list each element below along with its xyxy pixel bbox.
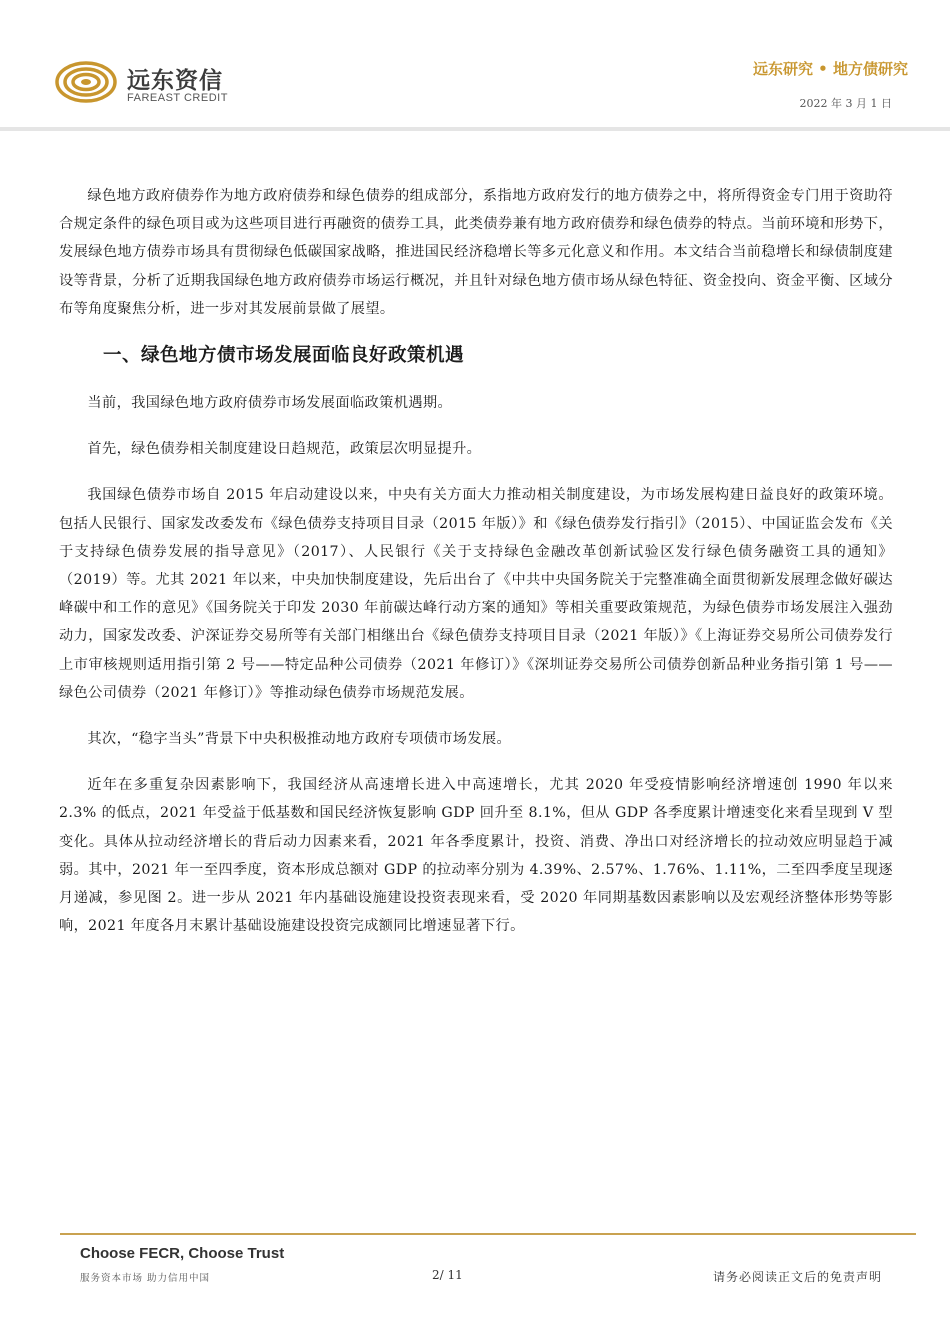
disclaimer-note: 请务必阅读正文后的免责声明 (712, 1270, 882, 1284)
page-number: 2/ 11 (432, 1268, 463, 1282)
report-date: 2022 年 3 月 1 日 (799, 97, 892, 110)
document-body (59, 182, 893, 958)
header-divider (0, 127, 950, 131)
intro-paragraph: 绿色地方政府债券作为地方政府债券和绿色债券的组成部分，系指地方政府发行的地方债券之中，将所得资金专门用于资助符合规定条件的绿色项目或为这些项目进行再融资的债券工具，此类债券兼有地方政府债券和绿色债券的特点。当前环境和形势下，发展绿色地方债券市场具有贯彻绿色低碳国家战略，推进国民经济稳增长等多元化意义和作用。本文结合当前稳增长和绿债制度建设等背景，分析了近期我国绿色地方政府债券市场运行概况，并且针对绿色地方债市场从绿色特征、资金投向、资金平衡、区域分布等角度聚焦分析，进一步对其发展前景做了展望。 (59, 188, 893, 317)
logo-name-en: FAREAST CREDIT (127, 92, 228, 104)
body-paragraph: 其次，“稳字当头”背景下中央积极推动地方政府专项债市场发展。 (87, 731, 512, 748)
footer-slogan-cn: 服务资本市场 助力信用中国 (80, 1273, 211, 1284)
body-paragraph: 首先，绿色债券相关制度建设日趋规范，政策层次明显提升。 (87, 441, 482, 458)
body-paragraph: 当前，我国绿色地方政府债券市场发展面临政策机遇期。 (87, 395, 453, 412)
report-series: 远东研究 • 地方债研究 (752, 60, 908, 78)
body-paragraph: 近年在多重复杂因素影响下，我国经济从高速增长进入中高速增长，尤其 2020 年受疫情影响经济增速创 1990 年以来 2.3% 的低点，2021 年受益于低基数和国民经济恢复影响 GDP 回升至 8.1%，但从 GDP 各季度累计增速变化来看呈现到 V 型变化。具体从拉动经济增长的背后动力因素来看，2021 年各季度累计，投资、消费、净出口对经济增长的拉动效应明显趋于减弱。其中，2021 年一至四季度，资本形成总额对 GDP 的拉动率分别为 4.39%、2.57%、1.76%、1.11%，二至四季度呈现逐月递减，参见图 2。进一步从 2021 年内基础设施建设投资表现来看，受 2020 年同期基数因素影响以及宏观经济整体形势等影响，2021 年度各月末累计基础设施建设投资完成额同比增速显著下行。 (59, 777, 893, 935)
logo-name-cn: 远东资信 (127, 68, 223, 94)
fareast-credit-logo-icon (55, 60, 117, 104)
section-heading: 一、绿色地方债市场发展面临良好政策机遇 (103, 345, 465, 367)
page-header (0, 0, 950, 136)
footer-divider (60, 1233, 916, 1235)
footer-slogan-en: Choose FECR, Choose Trust (80, 1245, 285, 1262)
body-paragraph: 我国绿色债券市场自 2015 年启动建设以来，中央有关方面大力推动相关制度建设，为市场发展构建日益良好的政策环境。包括人民银行、国家发改委发布《绿色债券支持项目目录（2015 年版）》和《绿色债券发行指引》（2015）、中国证监会发布《关于支持绿色债券发展的指导意见》（2017）、人民银行《关于支持绿色金融改革创新试验区发行绿色债务融资工具的通知》（2019）等。尤其 2021 年以来，中央加快制度建设，先后出台了《中共中央国务院关于完整准确全面贯彻新发展理念做好碳达峰碳中和工作的意见》《国务院关于印发 2030 年前碳达峰行动方案的通知》等相关重要政策规范，为绿色债券市场发展注入强劲动力，国家发改委、沪深证券交易所等有关部门相继出台《绿色债券支持项目目录（2021 年版）》《上海证券交易所公司债券发行上市审核规则适用指引第 2 号——特定品种公司债券（2021 年修订）》《深圳证券交易所公司债券创新品种业务指引第 1 号——绿色公司债券（2021 年修订）》等推动绿色债券市场规范发展。 (59, 487, 893, 701)
